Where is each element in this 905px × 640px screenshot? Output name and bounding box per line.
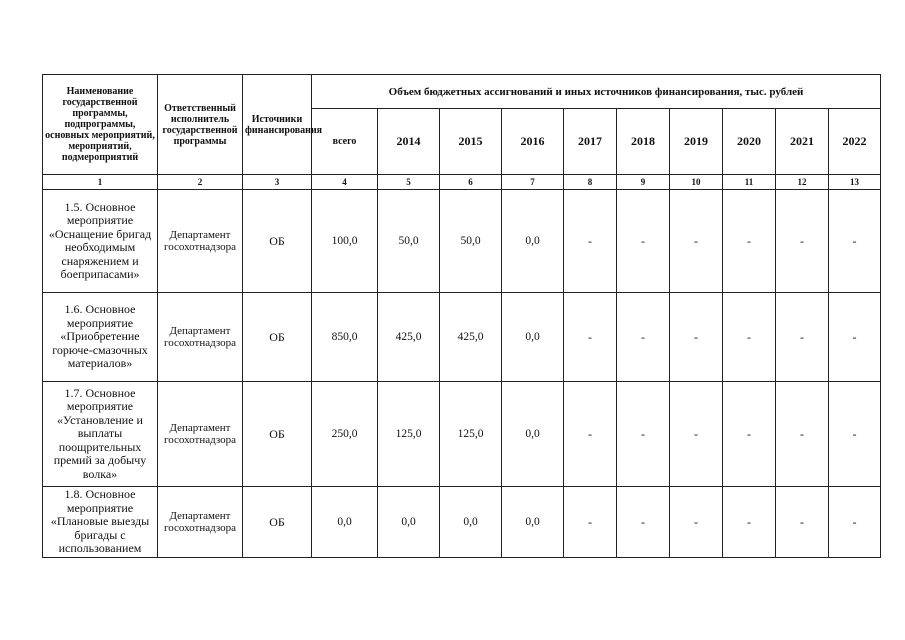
cell-2020: -	[723, 382, 776, 487]
cell-2016: 0,0	[502, 382, 564, 487]
cell-2014: 425,0	[378, 293, 440, 382]
table-row	[43, 293, 881, 382]
cell-total: 850,0	[312, 293, 378, 382]
column-number: 2	[158, 175, 243, 190]
cell-2017: -	[564, 190, 617, 293]
column-number: 13	[829, 175, 881, 190]
cell-2022: -	[829, 293, 881, 382]
cell-2022: -	[829, 487, 881, 558]
cell-total: 100,0	[312, 190, 378, 293]
cell-2015: 0,0	[440, 487, 502, 558]
header-name: Наименование государственной программы, подпрограммы, основных мероприятий, мероприятий, подмероприятий	[43, 75, 158, 175]
table-row	[43, 487, 881, 558]
column-number: 10	[670, 175, 723, 190]
cell-total: 0,0	[312, 487, 378, 558]
cell-2017: -	[564, 487, 617, 558]
header-year: 2020	[723, 109, 776, 175]
cell-2015: 50,0	[440, 190, 502, 293]
column-number: 9	[617, 175, 670, 190]
header-year: 2019	[670, 109, 723, 175]
cell-2018: -	[617, 293, 670, 382]
cell-2017: -	[564, 293, 617, 382]
header-year: 2017	[564, 109, 617, 175]
cell-2016: 0,0	[502, 293, 564, 382]
cell-2017: -	[564, 382, 617, 487]
cell-2021: -	[776, 382, 829, 487]
cell-2018: -	[617, 382, 670, 487]
cell-2019: -	[670, 382, 723, 487]
column-number: 1	[43, 175, 158, 190]
row-executor: Департамент госохотнадзора	[158, 382, 243, 487]
cell-2014: 50,0	[378, 190, 440, 293]
header-funding-title: Объем бюджетных ассигнований и иных источников финансирования, тыс. рублей	[312, 75, 881, 109]
column-number: 11	[723, 175, 776, 190]
cell-2015: 125,0	[440, 382, 502, 487]
cell-2020: -	[723, 293, 776, 382]
cell-2021: -	[776, 487, 829, 558]
table-row	[43, 382, 881, 487]
header-year: 2014	[378, 109, 440, 175]
row-name: 1.5. Основное мероприятие «Оснащение бригад необходимым снаряжением и боеприпасами»	[43, 190, 158, 293]
column-number: 3	[243, 175, 312, 190]
row-executor: Департамент госохотнадзора	[158, 293, 243, 382]
header-row-1	[43, 75, 881, 109]
header-year: 2016	[502, 109, 564, 175]
cell-2020: -	[723, 190, 776, 293]
header-year: 2021	[776, 109, 829, 175]
cell-2019: -	[670, 293, 723, 382]
cell-2020: -	[723, 487, 776, 558]
column-number: 12	[776, 175, 829, 190]
column-number: 6	[440, 175, 502, 190]
cell-2022: -	[829, 190, 881, 293]
cell-2022: -	[829, 382, 881, 487]
header-source: Источники финансирования	[243, 75, 312, 175]
row-executor: Департамент госохотнадзора	[158, 190, 243, 293]
row-name: 1.7. Основное мероприятие «Установление и выплаты поощрительных премий за добычу волка»	[43, 382, 158, 487]
row-name: 1.6. Основное мероприятие «Приобретение горюче-смазочных материалов»	[43, 293, 158, 382]
row-source: ОБ	[243, 487, 312, 558]
cell-2016: 0,0	[502, 190, 564, 293]
cell-2014: 0,0	[378, 487, 440, 558]
table-row	[43, 190, 881, 293]
column-number: 5	[378, 175, 440, 190]
header-year: 2022	[829, 109, 881, 175]
row-executor: Департамент госохотнадзора	[158, 487, 243, 558]
row-source: ОБ	[243, 382, 312, 487]
cell-2014: 125,0	[378, 382, 440, 487]
column-number: 4	[312, 175, 378, 190]
budget-table	[42, 74, 881, 558]
column-number: 8	[564, 175, 617, 190]
column-number-row	[43, 175, 881, 190]
header-year: 2018	[617, 109, 670, 175]
row-source: ОБ	[243, 293, 312, 382]
column-number: 7	[502, 175, 564, 190]
header-year: 2015	[440, 109, 502, 175]
row-source: ОБ	[243, 190, 312, 293]
cell-2018: -	[617, 487, 670, 558]
cell-2021: -	[776, 190, 829, 293]
cell-2021: -	[776, 293, 829, 382]
row-name: 1.8. Основное мероприятие «Плановые выезды бригады с использованием	[43, 487, 158, 558]
cell-2019: -	[670, 487, 723, 558]
header-total: всего	[312, 109, 378, 175]
header-executor: Ответственный исполнитель государственной программы	[158, 75, 243, 175]
cell-2019: -	[670, 190, 723, 293]
cell-2018: -	[617, 190, 670, 293]
cell-total: 250,0	[312, 382, 378, 487]
cell-2016: 0,0	[502, 487, 564, 558]
cell-2015: 425,0	[440, 293, 502, 382]
